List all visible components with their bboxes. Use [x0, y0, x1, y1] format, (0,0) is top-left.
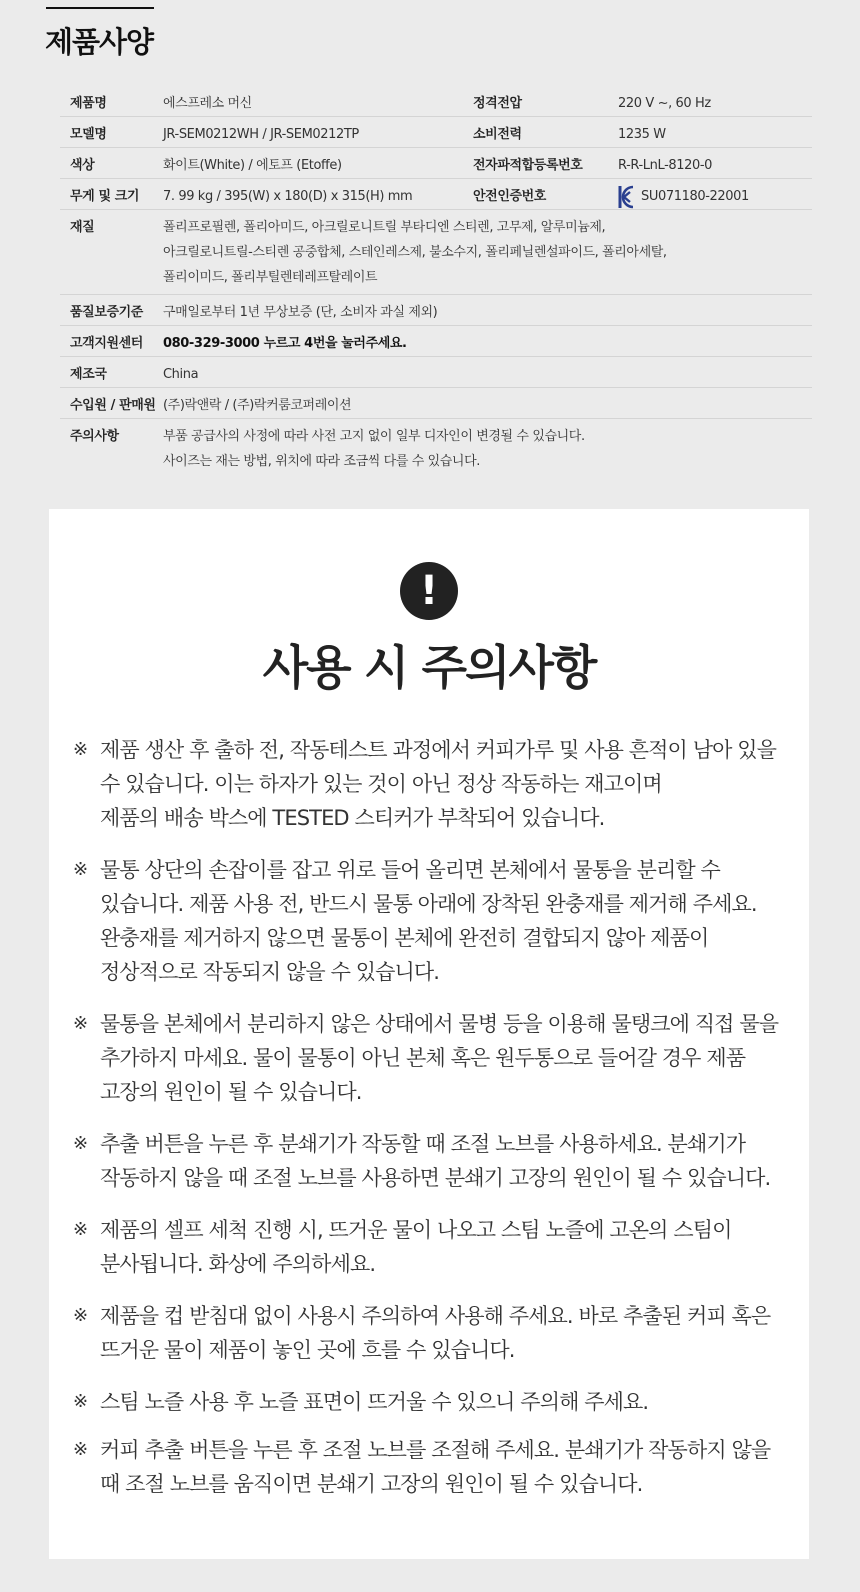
spec-label: 전자파적합등록번호	[473, 158, 583, 173]
reference-mark: ※	[73, 1219, 88, 1240]
spec-row	[60, 148, 812, 179]
caution-item	[73, 1127, 799, 1195]
customer-center-value: 080-329-3000 누르고 4번을 눌러주세요.	[163, 336, 407, 351]
spec-label: 수입원 / 판매원	[70, 398, 156, 413]
reference-mark: ※	[73, 1013, 88, 1034]
spec-value: 구매일로부터 1년 무상보증 (단, 소비자 과실 제외)	[163, 305, 438, 320]
safety-cert-number: SU071180-22001	[641, 189, 749, 204]
spec-label: 제조국	[70, 367, 107, 382]
spec-label: 재질	[70, 220, 95, 235]
spec-label: 색상	[70, 158, 95, 173]
exclamation-icon: !	[400, 562, 458, 620]
reference-mark: ※	[73, 1391, 88, 1412]
caution-text: 스팀 노즐 사용 후 노즐 표면이 뜨거울 수 있으니 주의해 주세요.	[100, 1390, 649, 1414]
caution-title: 사용 시 주의사항	[262, 641, 596, 696]
spec-row	[60, 86, 812, 117]
spec-value: 에스프레소 머신	[163, 96, 252, 111]
caution-card	[49, 509, 809, 1559]
caution-item	[73, 1433, 799, 1501]
spec-row	[60, 295, 812, 326]
spec-label: 주의사항	[70, 429, 119, 444]
caution-list	[73, 733, 799, 1519]
spec-value: (주)락앤락 / (주)락커룸코퍼레이션	[163, 398, 352, 413]
caution-text: 제품을 컵 받침대 없이 사용시 주의하여 사용해 주세요. 바로 추출된 커피 혹은 뜨거운 물이 제품이 놓인 곳에 흐를 수 있습니다.	[100, 1304, 771, 1362]
spec-label: 무게 및 크기	[70, 189, 140, 204]
spec-value: R-R-LnL-8120-0	[618, 158, 713, 173]
spec-row	[60, 357, 812, 388]
spec-label: 제품명	[70, 96, 107, 111]
caution-item	[73, 1299, 799, 1367]
spec-label: 고객지원센터	[70, 336, 143, 351]
kc-certification-icon	[618, 185, 635, 209]
reference-mark: ※	[73, 1305, 88, 1326]
reference-mark: ※	[73, 1439, 88, 1460]
notice-value: 부품 공급사의 사정에 따라 사전 고지 없이 일부 디자인이 변경될 수 있습니다. 사이즈는 재는 방법, 위치에 따라 조금씩 다를 수 있습니다.	[163, 429, 585, 469]
reference-mark: ※	[73, 1133, 88, 1154]
reference-mark: ※	[73, 739, 88, 760]
spec-row-notice	[60, 419, 812, 478]
reference-mark: ※	[73, 859, 88, 880]
caution-item	[73, 1213, 799, 1281]
caution-text: 제품 생산 후 출하 전, 작동테스트 과정에서 커피가루 및 사용 흔적이 남아 있을 수 있습니다. 이는 하자가 있는 것이 아닌 정상 작동하는 재고이며 제품의 배송 박스에 TESTED 스티커가 부착되어 있습니다.	[100, 738, 777, 830]
title-underline	[46, 7, 154, 9]
spec-value: 220 V ~, 60 Hz	[618, 96, 711, 111]
spec-label: 소비전력	[473, 127, 522, 142]
caution-item	[73, 1385, 799, 1419]
caution-item	[73, 733, 799, 835]
caution-item	[73, 1007, 799, 1109]
caution-text: 커피 추출 버튼을 누른 후 조절 노브를 조절해 주세요. 분쇄기가 작동하지 않을 때 조절 노브를 움직이면 분쇄기 고장의 원인이 될 수 있습니다.	[100, 1438, 771, 1496]
spec-value: 1235 W	[618, 127, 666, 142]
caution-text: 물통을 본체에서 분리하지 않은 상태에서 물병 등을 이용해 물탱크에 직접 물을 추가하지 마세요. 물이 물통이 아닌 본체 혹은 원두통으로 들어갈 경우 제품 고장의 원인이 될 수 있습니다.	[100, 1012, 779, 1104]
spec-label: 정격전압	[473, 96, 522, 111]
spec-table	[60, 86, 812, 478]
spec-value: JR-SEM0212WH / JR-SEM0212TP	[163, 127, 359, 142]
caution-item	[73, 853, 799, 989]
spec-row	[60, 388, 812, 419]
spec-row	[60, 326, 812, 357]
spec-label: 품질보증기준	[70, 305, 143, 320]
caution-text: 제품의 셀프 세척 진행 시, 뜨거운 물이 나오고 스팀 노즐에 고온의 스팀이 분사됩니다. 화상에 주의하세요.	[100, 1218, 732, 1276]
spec-value: China	[163, 367, 199, 382]
spec-row	[60, 179, 812, 210]
caution-text: 물통 상단의 손잡이를 잡고 위로 들어 올리면 본체에서 물통을 분리할 수 있습니다. 제품 사용 전, 반드시 물통 아래에 장착된 완충재를 제거해 주세요. 완충재를 제거하지 않으면 물통이 본체에 완전히 결합되지 않아 제품이 정상적으로 작동되지 않을 수 있습니다.	[100, 858, 757, 984]
spec-label: 안전인증번호	[473, 189, 546, 204]
spec-label: 모델명	[70, 127, 107, 142]
caution-text: 추출 버튼을 누른 후 분쇄기가 작동할 때 조절 노브를 사용하세요. 분쇄기가 작동하지 않을 때 조절 노브를 사용하면 분쇄기 고장의 원인이 될 수 있습니다.	[100, 1132, 771, 1190]
material-value: 폴리프로필렌, 폴리아미드, 아크릴로니트릴 부타디엔 스티렌, 고무제, 알루미늄제, 아크릴로니트릴-스티렌 공중합체, 스테인레스제, 불소수지, 폴리페닐렌설파이드, 폴리아세탈, 폴리이미드, 폴리부틸렌테레프탈레이트	[163, 220, 667, 285]
spec-value: 화이트(White) / 에토프 (Etoffe)	[163, 158, 342, 173]
spec-row-material	[60, 210, 812, 295]
spec-row	[60, 117, 812, 148]
spec-value-with-icon	[618, 179, 812, 209]
spec-value: 7. 99 kg / 395(W) x 180(D) x 315(H) mm	[163, 189, 413, 204]
spec-title: 제품사양	[45, 25, 154, 59]
